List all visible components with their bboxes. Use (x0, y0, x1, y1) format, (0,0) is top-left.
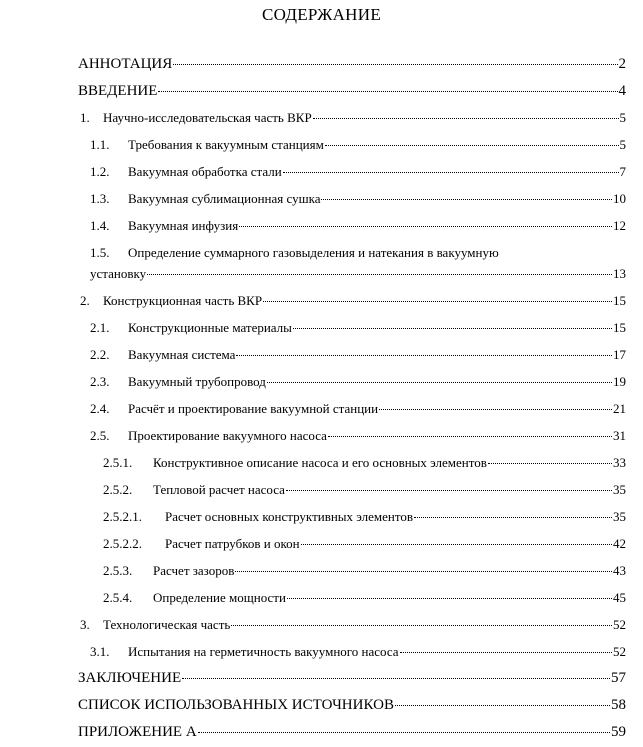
toc-number: 2. (80, 293, 90, 308)
toc-label: ПРИЛОЖЕНИЕ А (78, 724, 197, 740)
toc-page-number: 31 (613, 428, 626, 443)
toc-label: ЗАКЛЮЧЕНИЕ (78, 670, 182, 686)
toc-entry-conclusion[interactable] (78, 669, 626, 687)
toc-leader (198, 732, 610, 733)
toc-number: 2.3. (90, 374, 110, 389)
toc-page-number: 5 (619, 137, 626, 152)
toc-entry-2-1[interactable] (90, 319, 626, 337)
toc-page-number: 5 (619, 110, 626, 125)
toc-leader (488, 463, 612, 464)
toc-entry-annotation[interactable] (78, 55, 626, 73)
toc-leader (283, 172, 619, 173)
toc-label: Конструктивное описание насоса и его основных элементов (153, 455, 487, 470)
toc-leader (173, 64, 617, 65)
toc-number: 1.5. (90, 245, 110, 260)
toc-label: Конструкционные материалы (128, 320, 292, 335)
toc-page-number: 4 (618, 83, 626, 99)
page-title: СОДЕРЖАНИЕ (261, 5, 382, 24)
toc-number: 2.5.2.2. (103, 536, 142, 551)
toc-leader (395, 705, 610, 706)
toc-label: Расчет зазоров (153, 563, 235, 578)
toc-leader (236, 355, 612, 356)
toc-label: АННОТАЦИЯ (78, 56, 173, 72)
toc-page-number: 15 (613, 293, 626, 308)
toc-page-number: 33 (613, 455, 626, 470)
toc-page-number: 42 (613, 536, 626, 551)
toc-leader (235, 571, 612, 572)
toc-page-number: 21 (613, 401, 626, 416)
toc-page-number: 10 (613, 191, 626, 206)
toc-entry-1[interactable] (80, 109, 626, 127)
toc-number: 1.3. (90, 191, 110, 206)
toc-entry-3-1[interactable] (90, 643, 626, 661)
toc-number: 1.4. (90, 218, 110, 233)
toc-page-number: 52 (613, 644, 626, 659)
toc-label: Проектирование вакуумного насоса (128, 428, 327, 443)
toc-page-number: 17 (613, 347, 626, 362)
toc-entry-introduction[interactable] (78, 82, 626, 100)
toc-label: Вакуумная сублимационная сушка (128, 191, 321, 206)
toc-entry-3[interactable] (80, 616, 626, 634)
toc-number: 1. (80, 110, 90, 125)
toc-leader (231, 625, 612, 626)
toc-leader (263, 301, 612, 302)
toc-page-number: 19 (613, 374, 626, 389)
toc-leader (287, 598, 612, 599)
toc-entry-2-5-2-2[interactable] (103, 535, 626, 553)
toc-leader (379, 409, 612, 410)
toc-number: 2.5.2. (103, 482, 133, 497)
toc-leader (147, 274, 612, 275)
toc-label: Определение мощности (153, 590, 286, 605)
toc-label: Испытания на герметичность вакуумного насоса (128, 644, 399, 659)
toc-page-number: 45 (613, 590, 626, 605)
toc-page-number: 52 (613, 617, 626, 632)
toc-number: 2.2. (90, 347, 110, 362)
toc-label: Вакуумная инфузия (128, 218, 239, 233)
toc-page-number: 35 (613, 509, 626, 524)
toc-label: Требования к вакуумным станциям (128, 137, 324, 152)
toc-leader (400, 652, 612, 653)
toc-entry-appendix-a[interactable] (78, 723, 626, 741)
toc-label: Расчет патрубков и окон (165, 536, 300, 551)
toc-page-number: 35 (613, 482, 626, 497)
toc-leader (313, 118, 619, 119)
toc-leader (286, 490, 612, 491)
toc-entry-1-1[interactable] (90, 136, 626, 154)
toc-page-number: 59 (611, 724, 626, 740)
toc-label: Вакуумная система (128, 347, 236, 362)
toc-number: 3. (80, 617, 90, 632)
toc-number: 1.1. (90, 137, 110, 152)
toc-leader (325, 145, 619, 146)
toc-leader (328, 436, 612, 437)
toc-entry-2-4[interactable] (90, 400, 626, 418)
toc-page-number: 15 (613, 320, 626, 335)
toc-number: 2.4. (90, 401, 110, 416)
toc-entry-2[interactable] (80, 292, 626, 310)
toc-label: Расчет основных конструктивных элементов (165, 509, 413, 524)
toc-leader (321, 199, 612, 200)
toc-label: Научно-исследовательская часть ВКР (103, 110, 312, 125)
toc-entry-2-5-2-1[interactable] (103, 508, 626, 526)
toc-entry-2-5[interactable] (90, 427, 626, 445)
toc-entry-2-5-3[interactable] (103, 562, 626, 580)
toc-entry-references[interactable] (78, 696, 626, 714)
toc-entry-1-3[interactable] (90, 190, 626, 208)
toc-page-number: 43 (613, 563, 626, 578)
toc-label: Тепловой расчет насоса (153, 482, 285, 497)
toc-leader (301, 544, 612, 545)
toc-leader (182, 678, 610, 679)
toc-label: Технологическая часть (103, 617, 231, 632)
toc-entry-1-4[interactable] (90, 217, 626, 235)
toc-number: 2.1. (90, 320, 110, 335)
toc-label: ВВЕДЕНИЕ (78, 83, 158, 99)
toc-number: 1.2. (90, 164, 110, 179)
toc-label: Конструкционная часть ВКР (103, 293, 263, 308)
toc-entry-2-5-1[interactable] (103, 454, 626, 472)
toc-page-number: 57 (611, 670, 626, 686)
toc-leader (267, 382, 612, 383)
toc-leader (158, 91, 617, 92)
toc-leader (414, 517, 612, 518)
toc-entry-1-5-continued[interactable] (90, 265, 626, 283)
toc-entry-2-5-4[interactable] (103, 589, 626, 607)
toc-label-continued: установку (90, 266, 147, 281)
toc-number: 2.5.2.1. (103, 509, 142, 524)
toc-page-number: 12 (613, 218, 626, 233)
toc-entry-2-2[interactable] (90, 346, 626, 364)
toc-label: СПИСОК ИСПОЛЬЗОВАННЫХ ИСТОЧНИКОВ (78, 697, 394, 713)
toc-label: Расчёт и проектирование вакуумной станции (128, 401, 379, 416)
toc-label: Вакуумный трубопровод (128, 374, 266, 389)
toc-number: 2.5.1. (103, 455, 133, 470)
toc-number: 2.5. (90, 428, 110, 443)
toc-leader (239, 226, 612, 227)
toc-entry-1-2[interactable] (90, 163, 626, 181)
toc-number: 2.5.3. (103, 563, 133, 578)
toc-entry-2-5-2[interactable] (103, 481, 626, 499)
toc-label: Вакуумная обработка стали (128, 164, 282, 179)
toc-entry-2-3[interactable] (90, 373, 626, 391)
toc-entry-1-5[interactable] (90, 244, 499, 262)
toc-number: 2.5.4. (103, 590, 133, 605)
toc-leader (293, 328, 612, 329)
toc-label: Определение суммарного газовыделения и натекания в вакуумную (128, 245, 499, 260)
toc-page-number: 2 (618, 56, 626, 72)
toc-page-number: 58 (611, 697, 626, 713)
toc-page-number: 7 (619, 164, 626, 179)
toc-page-number: 13 (613, 266, 626, 281)
toc-number: 3.1. (90, 644, 110, 659)
